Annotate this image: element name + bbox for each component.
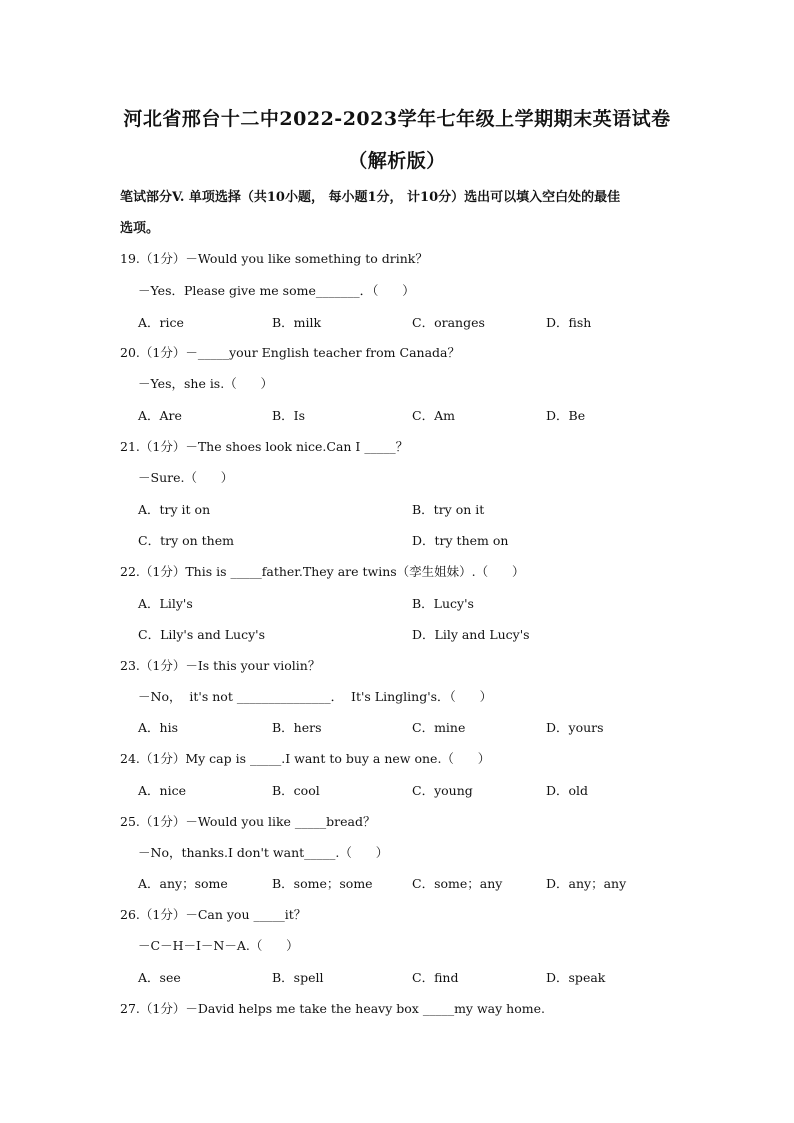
question-dialogue: －Yes，she is.（ ） — [138, 376, 274, 391]
option-d: D．yours — [546, 720, 604, 735]
option-d: D．try them on — [412, 533, 509, 548]
option-d: D．speak — [546, 970, 606, 985]
question-stem: 21.（1分）－The shoes look nice.Can I _____？ — [120, 439, 409, 454]
option-d: D．fish — [546, 315, 592, 330]
question-dialogue: －No， it's not _______________． It's Lingling's．（ ） — [138, 689, 493, 704]
option-c: C．young — [412, 783, 473, 798]
option-d: D．any；any — [546, 876, 627, 891]
option-b: B．spell — [272, 970, 324, 985]
question-dialogue: －C－H－I－N－A.（ ） — [138, 938, 299, 953]
page-title: 河北省邢台十二中2022-2023学年七年级上学期期末英语试卷 — [123, 108, 671, 130]
option-a: A．try it on — [138, 502, 211, 517]
section-instructions-cont: 选项。 — [120, 221, 160, 236]
option-c: C．Lily's and Lucy's — [138, 627, 265, 642]
question-stem: 24.（1分）My cap is _____.I want to buy a new one.（ ） — [120, 751, 491, 766]
question-dialogue: －Sure.（ ） — [138, 470, 234, 485]
question-stem: 25.（1分）－Would you like _____bread？ — [120, 814, 376, 829]
option-c: C．mine — [412, 720, 466, 735]
option-b: B．Lucy's — [412, 596, 474, 611]
question-stem: 26.（1分）－Can you _____it？ — [120, 907, 307, 922]
option-a: A．Are — [138, 408, 182, 423]
option-c: C．oranges — [412, 315, 485, 330]
option-a: A．his — [138, 720, 178, 735]
option-c: C．find — [412, 970, 459, 985]
option-b: B．Is — [272, 408, 306, 423]
option-a: A．rice — [138, 315, 184, 330]
option-b: B．some；some — [272, 876, 373, 891]
question-dialogue: －Yes．Please give me some_______．（ ） — [138, 283, 415, 298]
page-subtitle: （解析版） — [348, 150, 446, 172]
question-stem: 23.（1分）－Is this your violin？ — [120, 658, 321, 673]
option-d: D．Be — [546, 408, 586, 423]
question-stem: 27.（1分）－David helps me take the heavy box _____my way home. — [120, 1001, 545, 1016]
option-c: C．some；any — [412, 876, 503, 891]
option-d: D．Lily and Lucy's — [412, 627, 530, 642]
option-b: B．try on it — [412, 502, 485, 517]
option-c: C．Am — [412, 408, 455, 423]
option-a: A．any；some — [138, 876, 228, 891]
option-b: B．hers — [272, 720, 322, 735]
option-b: B．milk — [272, 315, 322, 330]
option-a: A．Lily's — [138, 596, 193, 611]
question-stem: 20.（1分）－_____your English teacher from Canada？ — [120, 345, 460, 360]
option-c: C．try on them — [138, 533, 234, 548]
option-a: A．nice — [138, 783, 186, 798]
question-stem: 19.（1分）－Would you like something to drink？ — [120, 251, 428, 266]
question-stem: 22.（1分）This is _____father.They are twins（孪生姐妹）.（ ） — [120, 564, 525, 579]
question-dialogue: －No，thanks.I don't want_____.（ ） — [138, 845, 389, 860]
option-d: D．old — [546, 783, 589, 798]
option-b: B．cool — [272, 783, 320, 798]
section-instructions: 笔试部分V. 单项选择（共10小题， 每小题1分， 计10分）选出可以填入空白处的最佳 — [120, 190, 621, 205]
option-a: A．see — [138, 970, 181, 985]
